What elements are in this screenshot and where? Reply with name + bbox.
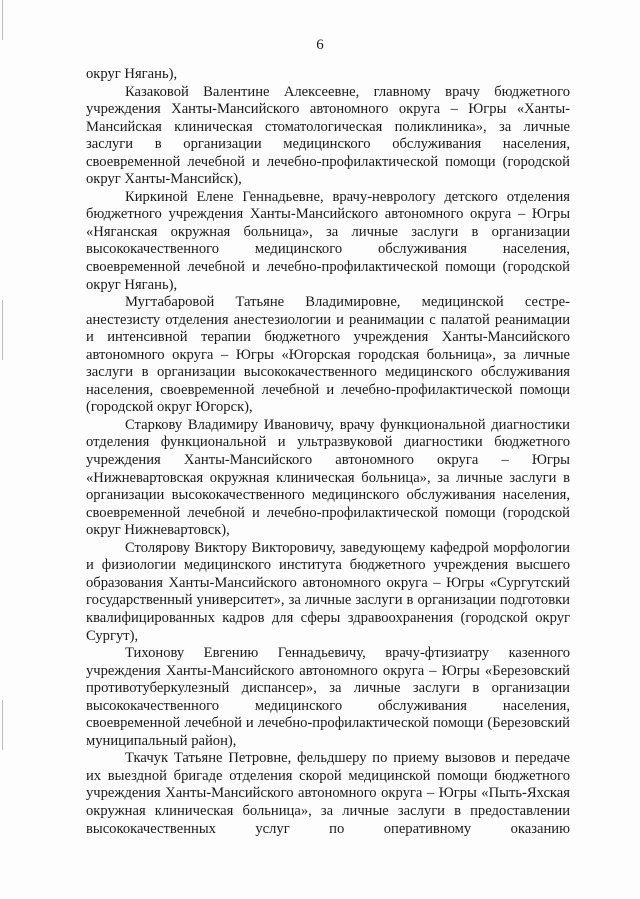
award-paragraph-starkov: Старкову Владимиру Ивановичу, врачу функциональной диагностики отделения функциональной и ультразвуковой диагностики бюджетного учреждения Ханты-Мансийского автономного округа – Югры «Нижневартовская окружная клиническая больница», за личные заслуги в организации высококачественного медицинского обслуживания населения, своевременной лечебной и лечебно-профилактической помощи (городской округ Нижневартовск), [86,416,570,539]
award-paragraph-tkachuk: Ткачук Татьяне Петровне, фельдшеру по приему вызовов и передаче их выездной бригаде отделения скорой медицинской помощи бюджетного учреждения Ханты-Мансийского автономного округа – Югры «Пыть-Яхская окружная клиническая больница», за личные заслуги в предоставлении высококачественных услуг по оперативному оказанию [86,750,570,837]
page-number: 6 [316,37,324,53]
award-paragraph-stolyarov: Столярову Виктору Викторовичу, заведующему кафедрой морфологии и физиологии медицинского института бюджетного учреждения высшего образования Ханты-Мансийского автономного округа – Югры «Сургутский государственный университет», за личные заслуги в организации подготовки квалифицированных кадров для сферы здравоохранения (городской округ Сургут), [86,539,570,644]
paragraph-continuation: округ Нягань), [86,66,178,82]
award-paragraph-kazakova: Казаковой Валентине Алексеевне, главному врачу бюджетного учреждения Ханты-Мансийского автономного округа – Югры «Ханты-Мансийская клиническая стоматологическая поликлиника», за личные заслуги в организации медицинского обслуживания населения, своевременной лечебной и лечебно-профилактической помощи (городской округ Ханты-Мансийск), [86,83,570,188]
award-paragraph-kirkina: Киркиной Елене Геннадьевне, врачу-неврологу детского отделения бюджетного учреждения Ханты-Мансийского автономного округа – Югры «Няганская окружная больница», за личные заслуги в организации высококачественного медицинского обслуживания населения, своевременной лечебной и лечебно-профилактической помощи (городской округ Нягань), [86,188,570,293]
award-paragraph-mugtabarova: Мугтабаровой Татьяне Владимировне, медицинской сестре-анестезисту отделения анестезиологии и реанимации с палатой реанимации и интенсивной терапии бюджетного учреждения Ханты-Мансийского автономного округа – Югры «Югорская городская больница», за личные заслуги в организации высококачественного медицинского обслуживания населения, своевременной лечебной и лечебно-профилактической помощи (городской округ Югорск), [86,294,570,416]
award-paragraph-tikhonov: Тихонову Евгению Геннадьевичу, врачу-фтизиатру казенного учреждения Ханты-Мансийского автономного округа – Югры «Березовский противотуберкулезный диспансер», за личные заслуги в организации высококачественного медицинского обслуживания населения, своевременной лечебной и лечебно-профилактической помощи (Березовский муниципальный район), [86,645,570,749]
scan-edge-mark [2,700,3,750]
scan-edge-mark [2,300,3,360]
scan-edge-mark [2,0,3,40]
document-body [86,66,570,838]
